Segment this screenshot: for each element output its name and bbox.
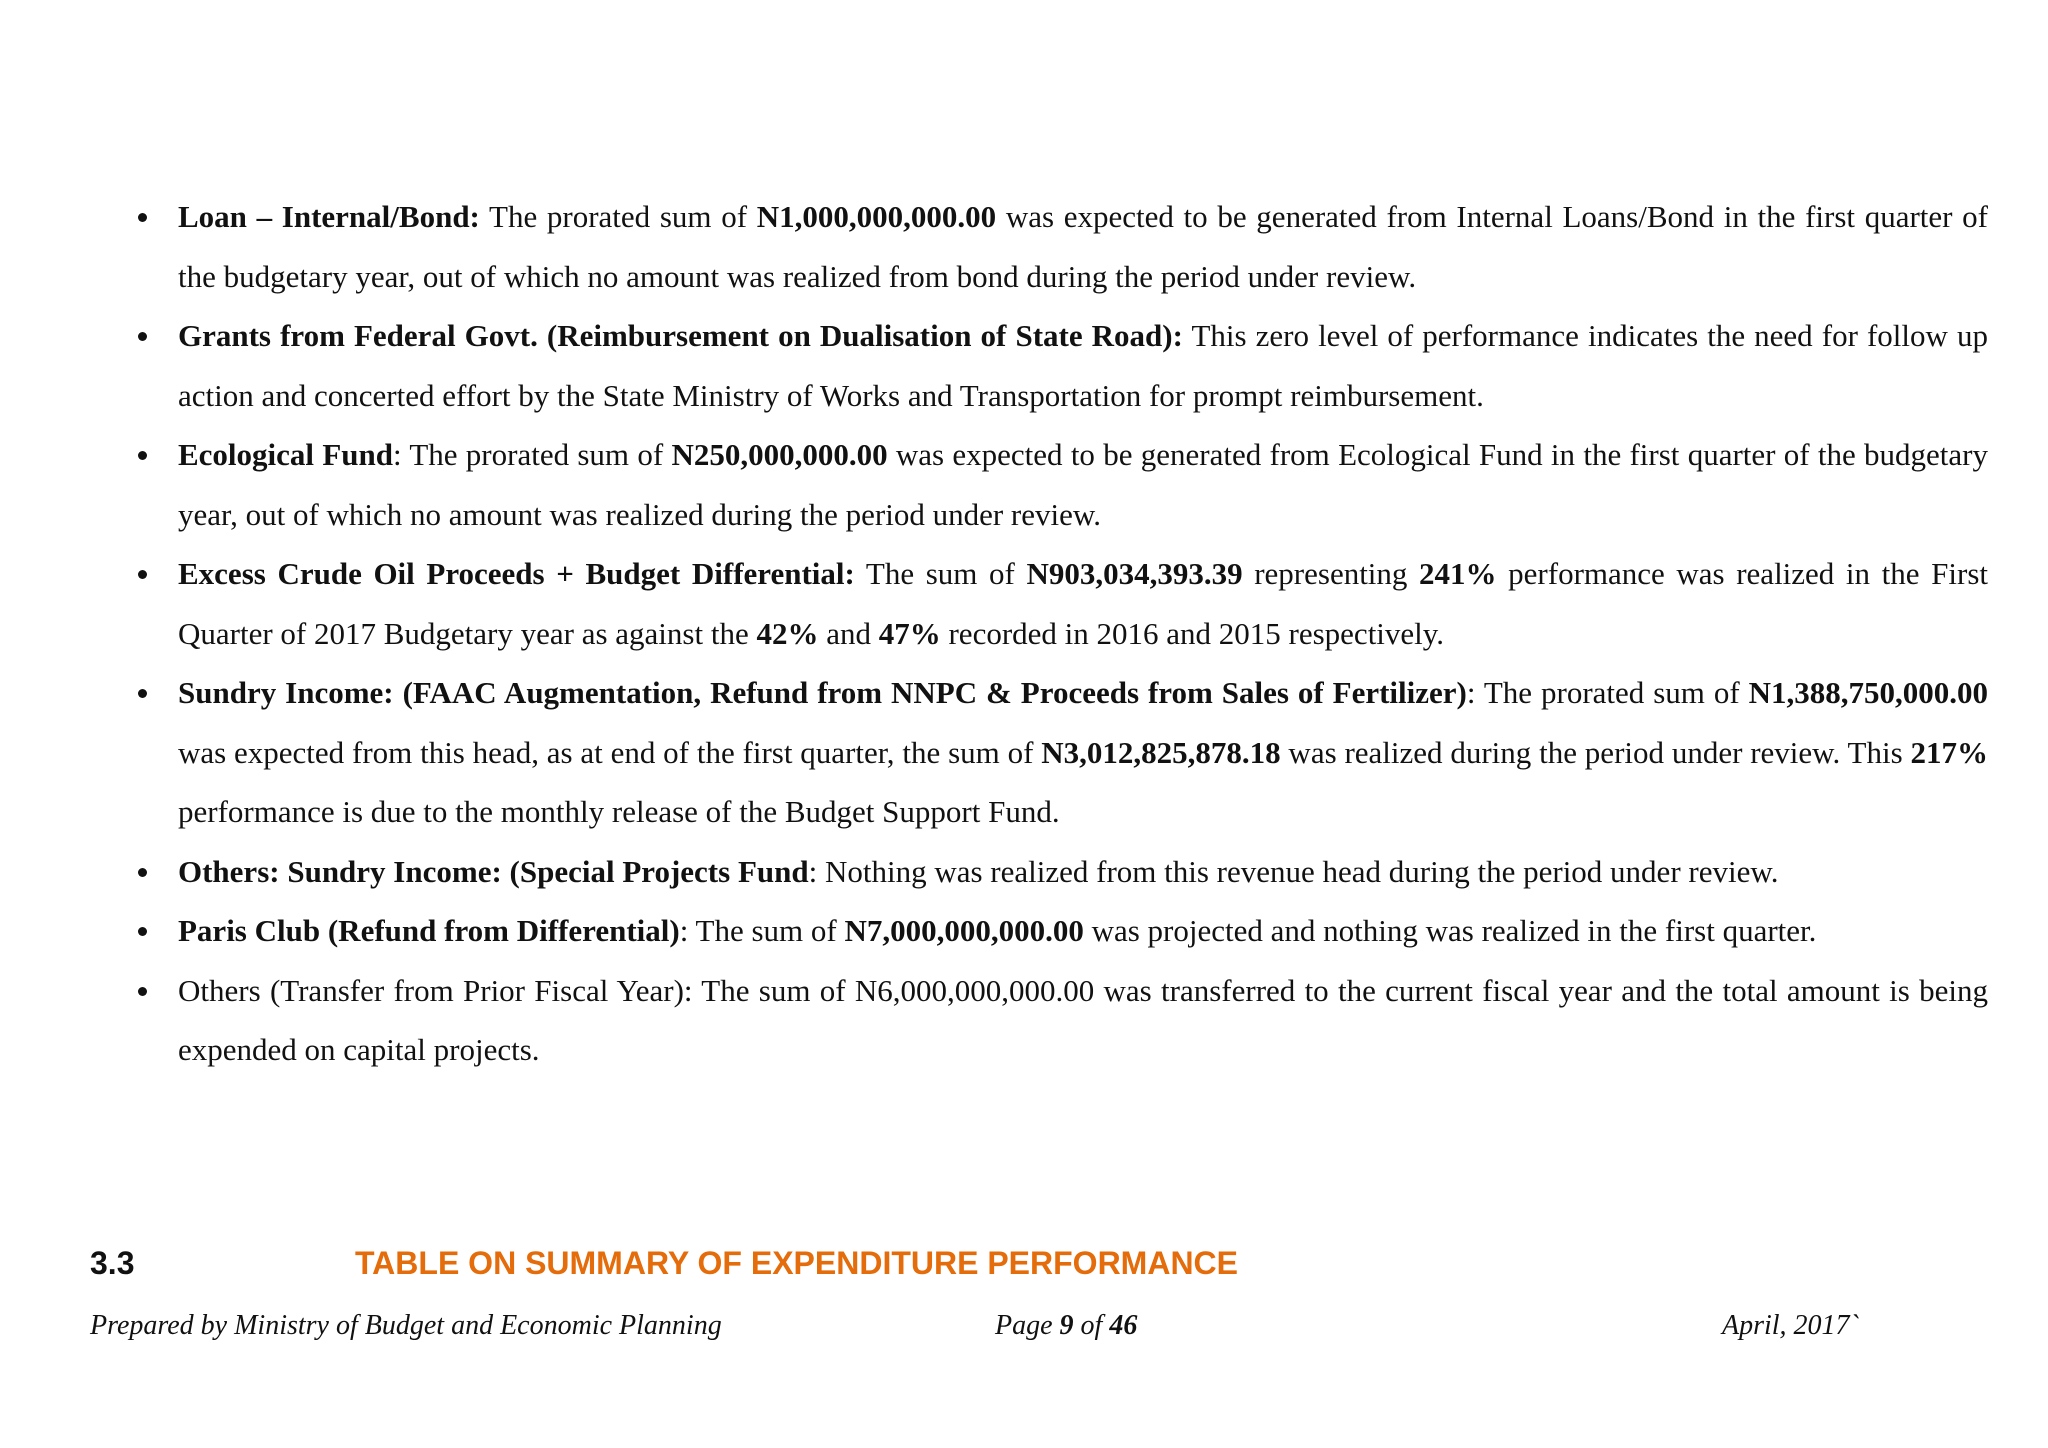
bullet-bold-text: 241%: [1419, 556, 1497, 591]
footer-page-number: [995, 1306, 1137, 1346]
bullet-bold-text: Grants from Federal Govt. (Reimbursement on Dualisation of State Road):: [178, 318, 1183, 353]
bullet-dot-icon: [138, 987, 147, 996]
bullet-dot-icon: [138, 451, 147, 460]
bullet-text: The sum of: [854, 556, 1027, 591]
bullet-text: This zero level of performance indicates the need for follow up action and concerted effort by the State Ministry of Works and Transportation for prompt reimbursement.: [178, 318, 1988, 413]
bullet-text: The prorated sum of: [479, 199, 757, 234]
bullet-bold-text: Loan – Internal/Bond:: [178, 199, 480, 234]
section-heading: [90, 1243, 1490, 1283]
bullet-bold-text: Excess Crude Oil Proceeds + Budget Differential:: [178, 556, 855, 591]
section-number: 3.3: [90, 1245, 135, 1281]
bullet-text: performance was realized in the First Quarter of 2017 Budgetary year as against the: [178, 556, 1988, 651]
bullet-text: recorded in 2016 and 2015 respectively.: [940, 615, 1445, 651]
bullet-bold-text: 42%: [756, 615, 819, 651]
bullet-item: [138, 544, 1988, 663]
bullet-item: [138, 306, 1988, 425]
bullet-text: : The sum of: [679, 913, 845, 948]
bullet-bold-text: N1,000,000,000.00: [756, 199, 997, 234]
bullet-dot-icon: [138, 927, 147, 936]
bullet-bold-text: Others: Sundry Income: (Special Projects Fund: [178, 853, 809, 889]
bullet-bold-text: Sundry Income: (FAAC Augmentation, Refund from NNPC & Proceeds from Sales of Fertilizer): [178, 675, 1467, 710]
bullet-dot-icon: [138, 868, 147, 877]
bullet-dot-icon: [138, 332, 147, 341]
bullet-text: was expected to be generated from Internal Loans/Bond in the first quarter of the budgetary year, out of which no amount was realized from bond during the period under review.: [178, 199, 1988, 294]
bullet-text: performance is due to the monthly release of the Budget Support Fund.: [178, 794, 1060, 829]
bullet-bold-text: Ecological Fund: [178, 437, 393, 472]
revenue-bullet-list: [138, 187, 1988, 1080]
section-title: TABLE ON SUMMARY OF EXPENDITURE PERFORMANCE: [355, 1245, 1238, 1281]
bullet-bold-text: N7,000,000,000.00: [844, 913, 1084, 948]
bullet-bold-text: N250,000,000.00: [671, 437, 888, 472]
bullet-text: Others (Transfer from Prior Fiscal Year): The sum of N6,000,000,000.00 was transferred to the current fiscal year and the total amount is being expended on capital projects.: [178, 972, 1988, 1067]
bullet-text: was expected from this head, as at end of the first quarter, the sum of: [178, 734, 1042, 770]
bullet-item: [138, 901, 1988, 961]
bullet-bold-text: 217%: [1910, 734, 1988, 770]
footer-page-total: 46: [1109, 1310, 1138, 1341]
bullet-bold-text: N903,034,393.39: [1026, 556, 1243, 591]
bullet-text: : Nothing was realized from this revenue head during the period under review.: [808, 853, 1779, 889]
bullet-bold-text: N1,388,750,000.00: [1748, 675, 1988, 710]
bullet-text: representing: [1242, 556, 1420, 591]
bullet-bold-text: 47%: [878, 615, 941, 651]
bullet-text: was expected to be generated from Ecological Fund in the first quarter of the budgetary year, out of which no amount was realized during the period under review.: [178, 437, 1988, 532]
bullet-bold-text: N3,012,825,878.18: [1041, 734, 1281, 770]
footer-prepared-by: Prepared by Ministry of Budget and Economic Planning: [90, 1310, 722, 1341]
bullet-text: : The prorated sum of: [392, 437, 672, 472]
bullet-item: [138, 187, 1988, 306]
bullet-item: [138, 663, 1988, 842]
bullet-item: [138, 425, 1988, 544]
bullet-text: and: [818, 615, 879, 651]
bullet-item: [138, 961, 1988, 1080]
footer-date: April, 2017`: [1722, 1310, 1859, 1341]
bullet-text: was projected and nothing was realized in the first quarter.: [1083, 913, 1817, 948]
bullet-text: was realized during the period under review. This: [1280, 734, 1911, 770]
bullet-dot-icon: [138, 689, 147, 698]
bullet-item: [138, 842, 1988, 902]
footer-page-label: Page: [995, 1310, 1060, 1341]
bullet-text: : The prorated sum of: [1466, 675, 1749, 710]
footer-page-of: of: [1073, 1310, 1110, 1341]
bullet-dot-icon: [138, 213, 147, 222]
page-footer: [90, 1306, 1870, 1346]
bullet-dot-icon: [138, 570, 147, 579]
bullet-bold-text: Paris Club (Refund from Differential): [178, 913, 680, 948]
footer-page-current: 9: [1059, 1310, 1074, 1341]
